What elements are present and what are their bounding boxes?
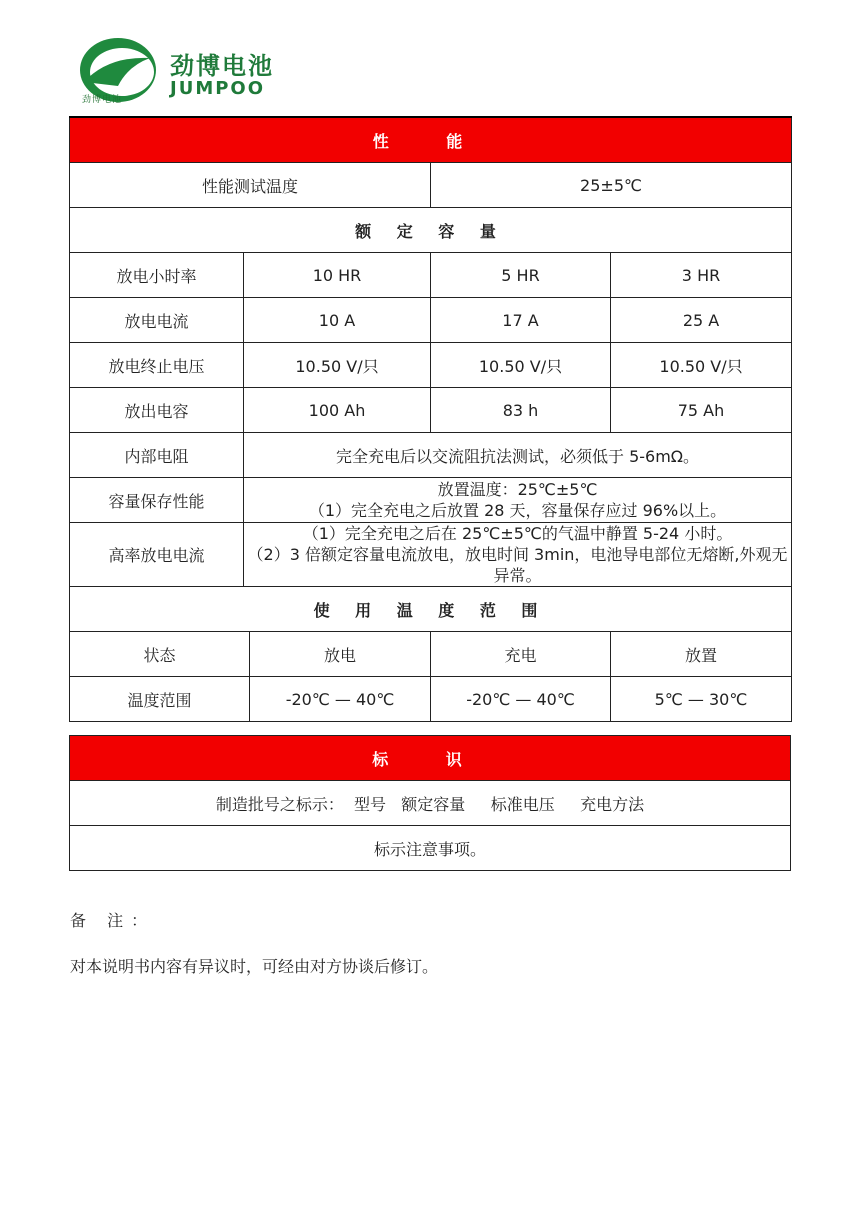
- cell-value: 10 A: [244, 298, 431, 343]
- cell-value: 10.50 V/只: [244, 343, 431, 388]
- marking-table: [69, 735, 791, 871]
- table-row: [70, 253, 792, 298]
- marking-title: 标 识: [70, 736, 791, 781]
- cell-value: 75 Ah: [611, 388, 792, 433]
- test-temp-value: 25±5℃: [431, 163, 792, 208]
- performance-header-row: [70, 117, 792, 163]
- temp-range-header-row: [70, 587, 792, 632]
- logo-small-text: 劲博电池: [82, 95, 123, 105]
- cell-value: 10.50 V/只: [611, 343, 792, 388]
- cell-value: 5 HR: [431, 253, 611, 298]
- row-label: 内部电阻: [70, 433, 244, 478]
- row-label: 放电电流: [70, 298, 244, 343]
- temp-value: 5℃ — 30℃: [611, 677, 792, 722]
- state-value: 充电: [431, 632, 611, 677]
- company-logo: [78, 36, 278, 116]
- highrate-line: （2）3 倍额定容量电流放电，放电时间 3min，电池导电部位无熔断,外观无异常。: [247, 545, 788, 585]
- temp-value: -20℃ — 40℃: [250, 677, 431, 722]
- row-label: 放出电容: [70, 388, 244, 433]
- performance-title: 性 能: [70, 117, 792, 163]
- cell-value: 25 A: [611, 298, 792, 343]
- table-row: [70, 298, 792, 343]
- cell-value: 10.50 V/只: [431, 343, 611, 388]
- table-row: [70, 677, 792, 722]
- cell-value: 17 A: [431, 298, 611, 343]
- table-row: [70, 478, 792, 523]
- row-label: 高率放电电流: [70, 523, 244, 587]
- table-row: [70, 781, 791, 826]
- table-row: [70, 388, 792, 433]
- table-row: [70, 433, 792, 478]
- test-temp-label: 性能测试温度: [70, 163, 431, 208]
- table-row: [70, 826, 791, 871]
- table-row: [70, 632, 792, 677]
- logo-chinese-name: 劲博电池: [170, 52, 274, 80]
- table-row: [70, 163, 792, 208]
- row-label: 放电终止电压: [70, 343, 244, 388]
- logo-english-name: JUMPOO: [170, 78, 266, 99]
- cell-value: 10 HR: [244, 253, 431, 298]
- marking-line-2: 标示注意事项。: [70, 826, 791, 871]
- row-label: 放电小时率: [70, 253, 244, 298]
- notes-text: 对本说明书内容有异议时，可经由对方协谈后修订。: [70, 957, 439, 976]
- internal-resistance-text: 完全充电后以交流阻抗法测试，必须低于 5-6mΩ。: [244, 433, 792, 478]
- highrate-line: （1）完全充电之后在 25℃±5℃的气温中静置 5-24 小时。: [302, 524, 733, 543]
- retention-line: 放置温度：25℃±5℃: [437, 480, 598, 499]
- state-value: 放置: [611, 632, 792, 677]
- cell-value: 83 h: [431, 388, 611, 433]
- marking-header-row: [70, 736, 791, 781]
- table-row: [70, 343, 792, 388]
- retention-line: （1）完全充电之后放置 28 天，容量保存应过 96%以上。: [308, 501, 727, 520]
- capacity-header-row: [70, 208, 792, 253]
- state-value: 放电: [250, 632, 431, 677]
- highrate-text: [244, 523, 792, 587]
- performance-table: [69, 116, 792, 722]
- temp-value: -20℃ — 40℃: [431, 677, 611, 722]
- temp-range-title: 使 用 温 度 范 围: [70, 587, 792, 632]
- table-row: [70, 523, 792, 587]
- notes-label: 备 注：: [70, 911, 156, 930]
- marking-line-1: 制造批号之标示： 型号 额定容量 标准电压 充电方法: [70, 781, 791, 826]
- cell-value: 3 HR: [611, 253, 792, 298]
- row-label: 温度范围: [70, 677, 250, 722]
- retention-text: [244, 478, 792, 523]
- row-label: 状态: [70, 632, 250, 677]
- cell-value: 100 Ah: [244, 388, 431, 433]
- capacity-title: 额 定 容 量: [70, 208, 792, 253]
- row-label: 容量保存性能: [70, 478, 244, 523]
